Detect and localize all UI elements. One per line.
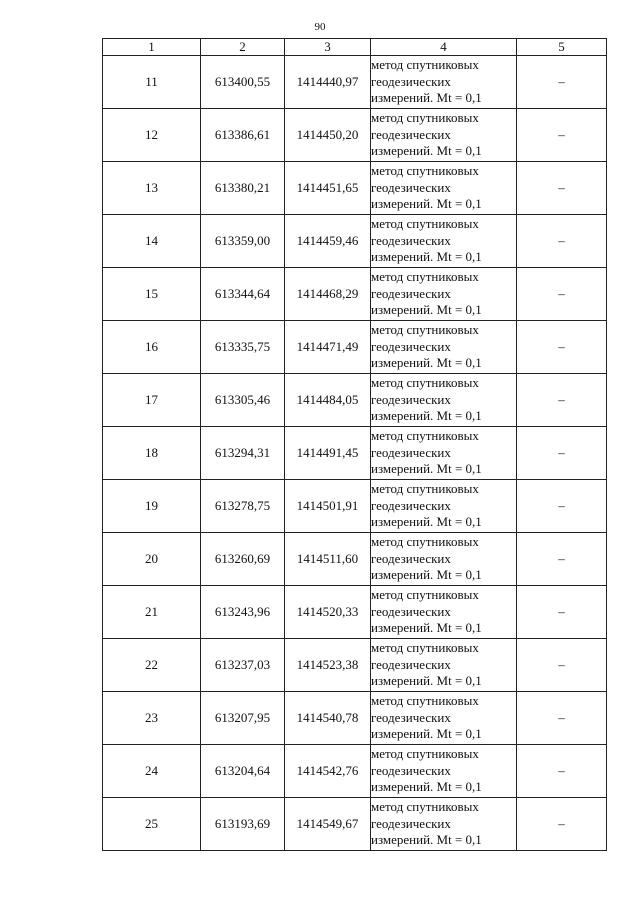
method-line: измерений. Mt = 0,1 [371,832,482,848]
method-line: метод спутниковых [371,428,479,444]
method-line: геодезических [371,444,451,460]
y-coordinate-cell: 1414471,49 [285,321,371,374]
method-line: геодезических [371,656,451,672]
point-number-cell: 16 [103,321,201,374]
table-row [103,533,607,586]
point-number-cell: 21 [103,586,201,639]
table-row [103,109,607,162]
note-cell: – [517,374,607,427]
y-coordinate-cell: 1414468,29 [285,268,371,321]
point-number-cell: 15 [103,268,201,321]
note-cell: – [517,162,607,215]
method-line: измерений. Mt = 0,1 [371,196,482,212]
method-line: метод спутниковых [371,375,479,391]
point-number-cell: 13 [103,162,201,215]
header-col-5: 5 [517,39,607,56]
method-line: измерений. Mt = 0,1 [371,408,482,424]
table-row [103,374,607,427]
method-line: измерений. Mt = 0,1 [371,726,482,742]
method-line: измерений. Mt = 0,1 [371,461,482,477]
point-number-cell: 14 [103,215,201,268]
note-cell: – [517,692,607,745]
x-coordinate-cell: 613260,69 [201,533,285,586]
method-cell [371,798,517,851]
point-number-cell: 12 [103,109,201,162]
table-row [103,427,607,480]
point-number-cell: 23 [103,692,201,745]
y-coordinate-cell: 1414549,67 [285,798,371,851]
table-row [103,798,607,851]
y-coordinate-cell: 1414451,65 [285,162,371,215]
y-coordinate-cell: 1414511,60 [285,533,371,586]
table-row [103,639,607,692]
method-line: измерений. Mt = 0,1 [371,355,482,371]
method-cell [371,692,517,745]
point-number-cell: 22 [103,639,201,692]
method-cell [371,480,517,533]
y-coordinate-cell: 1414450,20 [285,109,371,162]
method-line: геодезических [371,232,451,248]
x-coordinate-cell: 613380,21 [201,162,285,215]
header-col-3: 3 [285,39,371,56]
table-row [103,480,607,533]
method-cell [371,162,517,215]
table-row [103,745,607,798]
method-cell [371,533,517,586]
method-line: геодезических [371,126,451,142]
method-line: метод спутниковых [371,746,479,762]
method-line: метод спутниковых [371,481,479,497]
method-line: измерений. Mt = 0,1 [371,514,482,530]
method-line: измерений. Mt = 0,1 [371,90,482,106]
y-coordinate-cell: 1414523,38 [285,639,371,692]
method-cell [371,109,517,162]
table-row [103,586,607,639]
method-line: измерений. Mt = 0,1 [371,143,482,159]
y-coordinate-cell: 1414540,78 [285,692,371,745]
x-coordinate-cell: 613193,69 [201,798,285,851]
method-line: геодезических [371,497,451,513]
method-line: метод спутниковых [371,693,479,709]
method-line: метод спутниковых [371,216,479,232]
note-cell: – [517,321,607,374]
method-cell [371,374,517,427]
point-number-cell: 25 [103,798,201,851]
method-line: геодезических [371,762,451,778]
note-cell: – [517,745,607,798]
method-line: метод спутниковых [371,799,479,815]
y-coordinate-cell: 1414501,91 [285,480,371,533]
y-coordinate-cell: 1414440,97 [285,56,371,109]
note-cell: – [517,56,607,109]
method-line: геодезических [371,338,451,354]
method-cell [371,215,517,268]
y-coordinate-cell: 1414484,05 [285,374,371,427]
table-header-row [103,39,607,56]
point-number-cell: 19 [103,480,201,533]
method-line: геодезических [371,391,451,407]
coordinates-table [102,38,607,851]
y-coordinate-cell: 1414459,46 [285,215,371,268]
method-line: геодезических [371,179,451,195]
method-line: метод спутниковых [371,57,479,73]
point-number-cell: 18 [103,427,201,480]
x-coordinate-cell: 613359,00 [201,215,285,268]
y-coordinate-cell: 1414542,76 [285,745,371,798]
note-cell: – [517,533,607,586]
x-coordinate-cell: 613204,64 [201,745,285,798]
x-coordinate-cell: 613294,31 [201,427,285,480]
note-cell: – [517,268,607,321]
x-coordinate-cell: 613305,46 [201,374,285,427]
note-cell: – [517,798,607,851]
note-cell: – [517,639,607,692]
header-col-1: 1 [103,39,201,56]
note-cell: – [517,586,607,639]
method-cell [371,586,517,639]
method-line: измерений. Mt = 0,1 [371,673,482,689]
method-line: измерений. Mt = 0,1 [371,249,482,265]
method-line: геодезических [371,709,451,725]
x-coordinate-cell: 613278,75 [201,480,285,533]
page-number: 90 [314,21,326,33]
x-coordinate-cell: 613344,64 [201,268,285,321]
x-coordinate-cell: 613400,55 [201,56,285,109]
method-cell [371,639,517,692]
method-cell [371,56,517,109]
method-line: геодезических [371,550,451,566]
method-cell [371,268,517,321]
method-line: метод спутниковых [371,587,479,603]
table-row [103,321,607,374]
x-coordinate-cell: 613237,03 [201,639,285,692]
table-row [103,162,607,215]
method-line: геодезических [371,603,451,619]
method-line: метод спутниковых [371,534,479,550]
method-line: измерений. Mt = 0,1 [371,302,482,318]
method-line: измерений. Mt = 0,1 [371,779,482,795]
table-row [103,692,607,745]
x-coordinate-cell: 613207,95 [201,692,285,745]
table-row [103,268,607,321]
note-cell: – [517,427,607,480]
method-line: метод спутниковых [371,269,479,285]
y-coordinate-cell: 1414491,45 [285,427,371,480]
x-coordinate-cell: 613386,61 [201,109,285,162]
method-cell [371,321,517,374]
table-body [103,56,607,851]
table-row [103,56,607,109]
point-number-cell: 20 [103,533,201,586]
header-col-4: 4 [371,39,517,56]
table-row [103,215,607,268]
method-cell [371,427,517,480]
point-number-cell: 24 [103,745,201,798]
method-line: метод спутниковых [371,110,479,126]
method-line: геодезических [371,73,451,89]
x-coordinate-cell: 613243,96 [201,586,285,639]
method-line: измерений. Mt = 0,1 [371,567,482,583]
header-col-2: 2 [201,39,285,56]
method-line: метод спутниковых [371,163,479,179]
note-cell: – [517,480,607,533]
method-line: геодезических [371,815,451,831]
y-coordinate-cell: 1414520,33 [285,586,371,639]
method-line: геодезических [371,285,451,301]
method-line: метод спутниковых [371,640,479,656]
method-cell [371,745,517,798]
note-cell: – [517,109,607,162]
x-coordinate-cell: 613335,75 [201,321,285,374]
method-line: метод спутниковых [371,322,479,338]
method-line: измерений. Mt = 0,1 [371,620,482,636]
point-number-cell: 11 [103,56,201,109]
note-cell: – [517,215,607,268]
point-number-cell: 17 [103,374,201,427]
